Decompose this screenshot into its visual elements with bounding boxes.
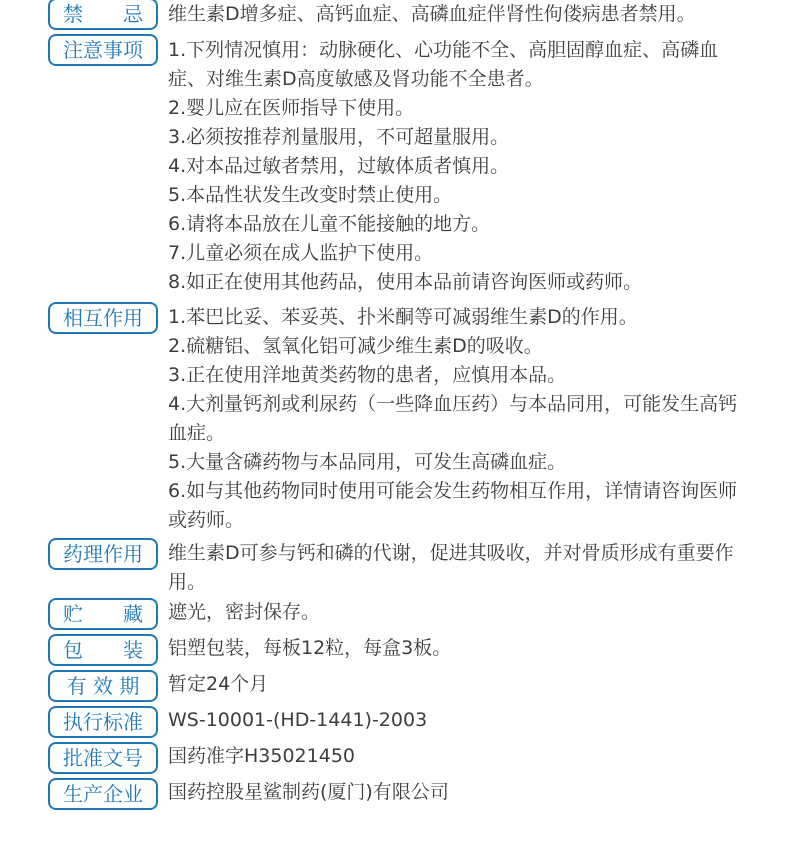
label-interactions: 相互作用 bbox=[48, 302, 158, 334]
standard-line: WS-10001-(HD-1441)-2003 bbox=[168, 709, 428, 731]
precautions-line: 7.儿童必须在成人监护下使用。 bbox=[168, 242, 434, 264]
text-shelf-life bbox=[168, 670, 748, 699]
label-standard: 执行标准 bbox=[48, 706, 158, 738]
precautions-line: 4.对本品过敏者禁用，过敏体质者慎用。 bbox=[168, 155, 510, 177]
label-approval-number: 批准文号 bbox=[48, 742, 158, 774]
precautions-line: 5.本品性状发生改变时禁止使用。 bbox=[168, 184, 453, 206]
precautions-line: 2.婴儿应在医师指导下使用。 bbox=[168, 97, 415, 119]
interactions-line: 1.苯巴比妥、苯妥英、扑米酮等可减弱维生素D的作用。 bbox=[168, 306, 638, 328]
interactions-line: 2.硫糖铝、氢氧化铝可减少维生素D的吸收。 bbox=[168, 335, 543, 357]
label-packaging: 包 装 bbox=[48, 634, 158, 666]
text-contraindications bbox=[168, 0, 748, 29]
label-precautions: 注意事项 bbox=[48, 34, 158, 66]
text-pharmacology bbox=[168, 539, 748, 597]
text-interactions bbox=[168, 303, 748, 535]
label-shelf-life: 有 效 期 bbox=[48, 670, 158, 702]
interactions-line: 6.如与其他药物同时使用可能会发生药物相互作用，详情请咨询医师或药师。 bbox=[168, 480, 738, 531]
label-pharmacology: 药理作用 bbox=[48, 538, 158, 570]
text-packaging bbox=[168, 634, 748, 663]
contraindications-line: 维生素D增多症、高钙血症、高磷血症伴肾性佝偻病患者禁用。 bbox=[168, 3, 696, 25]
interactions-line: 4.大剂量钙剂或利尿药（一些降血压药）与本品同用，可能发生高钙血症。 bbox=[168, 393, 738, 444]
interactions-line: 5.大量含磷药物与本品同用，可发生高磷血症。 bbox=[168, 451, 567, 473]
pharmacology-line: 维生素D可参与钙和磷的代谢，促进其吸收，并对骨质形成有重要作用。 bbox=[168, 542, 734, 593]
label-contraindications: 禁 忌 bbox=[48, 0, 158, 30]
text-standard bbox=[168, 706, 748, 735]
precautions-line: 1.下列情况慎用：动脉硬化、心功能不全、高胆固醇血症、高磷血症、对维生素D高度敏感及肾功能不全患者。 bbox=[168, 39, 719, 90]
manufacturer-line: 国药控股星鲨制药(厦门)有限公司 bbox=[168, 781, 449, 803]
precautions-line: 3.必须按推荐剂量服用，不可超量服用。 bbox=[168, 126, 510, 148]
interactions-line: 3.正在使用洋地黄类药物的患者，应慎用本品。 bbox=[168, 364, 567, 386]
packaging-line: 铝塑包装，每板12粒，每盒3板。 bbox=[168, 637, 452, 659]
text-precautions bbox=[168, 36, 748, 297]
text-storage bbox=[168, 598, 748, 627]
text-approval-number bbox=[168, 742, 748, 771]
label-manufacturer: 生产企业 bbox=[48, 778, 158, 810]
storage-line: 遮光，密封保存。 bbox=[168, 601, 321, 623]
precautions-line: 6.请将本品放在儿童不能接触的地方。 bbox=[168, 213, 491, 235]
approval-number-line: 国药准字H35021450 bbox=[168, 745, 355, 767]
text-manufacturer bbox=[168, 778, 748, 807]
shelf-life-line: 暂定24个月 bbox=[168, 673, 269, 695]
precautions-line: 8.如正在使用其他药品，使用本品前请咨询医师或药师。 bbox=[168, 271, 643, 293]
label-storage: 贮 藏 bbox=[48, 598, 158, 630]
